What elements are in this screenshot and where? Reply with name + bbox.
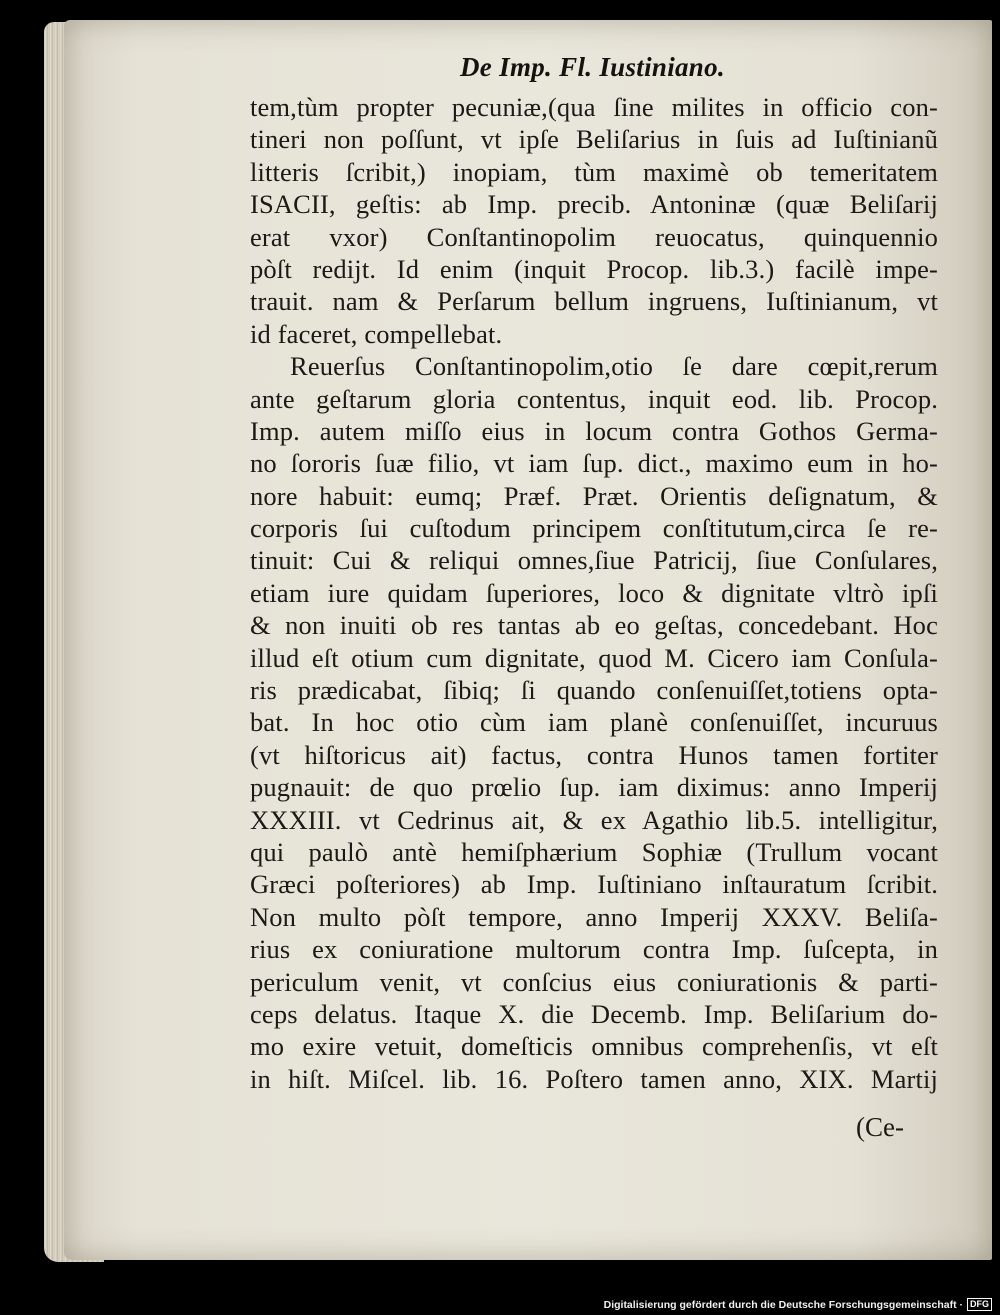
text-line: Imp. autem miſſo eius in locum contra Gothos Germa- [250, 415, 938, 446]
text-line: no ſororis ſuæ filio, vt iam ſup. dict., maximo eum in ho- [250, 448, 938, 479]
text-line: in hiſt. Miſcel. lib. 16. Poſtero tamen anno, XIX. Martij [250, 1063, 938, 1094]
text-line: tinuit: Cui & reliqui omnes,ſiue Patricij, ſiue Conſulares, [250, 545, 938, 576]
text-line: erat vxor) Conſtantinopolim reuocatus, quinquennio [250, 221, 938, 252]
text-line: & non inuiti ob res tantas ab eo geſtas, concedebant. Hoc [250, 610, 938, 641]
running-head: De Imp. Fl. Iustiniano. [460, 52, 725, 82]
text-line: illud eſt otium cum dignitate, quod M. Cicero iam Conſula- [250, 642, 938, 673]
text-line: trauit. nam & Perſarum bellum ingruens, Iuſtinianum, vt [250, 286, 938, 317]
text-line: litteris ſcribit,) inopiam, tùm maximè ob temeritatem [250, 156, 938, 187]
text-line: Græci poſteriores) ab Imp. Iuſtiniano inſtauratum ſcribit. [250, 869, 938, 900]
text-line: ante geſtarum gloria contentus, inquit eod. lib. Procop. [250, 383, 938, 414]
text-line: nore habuit: eumq; Præf. Præt. Orientis deſignatum, & [250, 480, 938, 511]
text-line: Reuerſus Conſtantinopolim,otio ſe dare cœpit,rerum [290, 351, 938, 382]
text-line: corporis ſui cuſtodum principem conſtitutum,circa ſe re- [250, 513, 938, 544]
footer-credit: Digitalisierung gefördert durch die Deutsche Forschungsgemeinschaft · [603, 1298, 963, 1311]
text-line: ceps delatus. Itaque X. die Decemb. Imp. Beliſarium do- [250, 998, 938, 1029]
dfg-logo-icon: DFG [967, 1298, 992, 1311]
digitization-footer [604, 1298, 992, 1311]
text-line: ISACII, geſtis: ab Imp. precib. Antoninæ (quæ Beliſarij [250, 189, 938, 220]
text-line: periculum venit, vt conſcius eius coniurationis & parti- [250, 966, 938, 997]
text-line: pòſt redijt. Id enim (inquit Procop. lib.3.) facilè impe- [250, 253, 938, 284]
text-line: tineri non poſſunt, vt ipſe Beliſarius in ſuis ad Iuſtinianũ [250, 124, 938, 155]
text-line: tem,tùm propter pecuniæ,(qua ſine milites in officio con- [250, 92, 938, 122]
text-line: bat. In hoc otio cùm iam planè conſenuiſſet, incuruus [250, 707, 938, 738]
text-line: mo exire vetuit, domeſticis omnibus comprehenſis, vt eſt [250, 1031, 938, 1062]
text-line: ris prædicabat, ſibiq; ſi quando conſenuiſſet,totiens opta- [250, 675, 938, 706]
text-line: etiam iure quidam ſuperiores, loco & dignitate vltrò ipſi [250, 577, 938, 608]
text-line: XXXIII. vt Cedrinus ait, & ex Agathio lib.5. intelligitur, [250, 804, 938, 835]
text-line: rius ex coniuratione multorum contra Imp. ſuſcepta, in [250, 934, 938, 965]
text-line: id faceret, compellebat. [250, 318, 503, 349]
text-line: qui paulò antè hemiſphærium Sophiæ (Trullum vocant [250, 836, 938, 867]
text-line: Non multo pòſt tempore, anno Imperij XXXV. Beliſa- [250, 901, 938, 932]
catchword: (Ce- [856, 1112, 904, 1142]
text-line: (vt hiſtoricus ait) factus, contra Hunos tamen fortiter [250, 739, 938, 770]
body-text [250, 91, 938, 1095]
text-line: pugnauit: de quo prœlio ſup. iam diximus: anno Imperij [250, 772, 938, 803]
